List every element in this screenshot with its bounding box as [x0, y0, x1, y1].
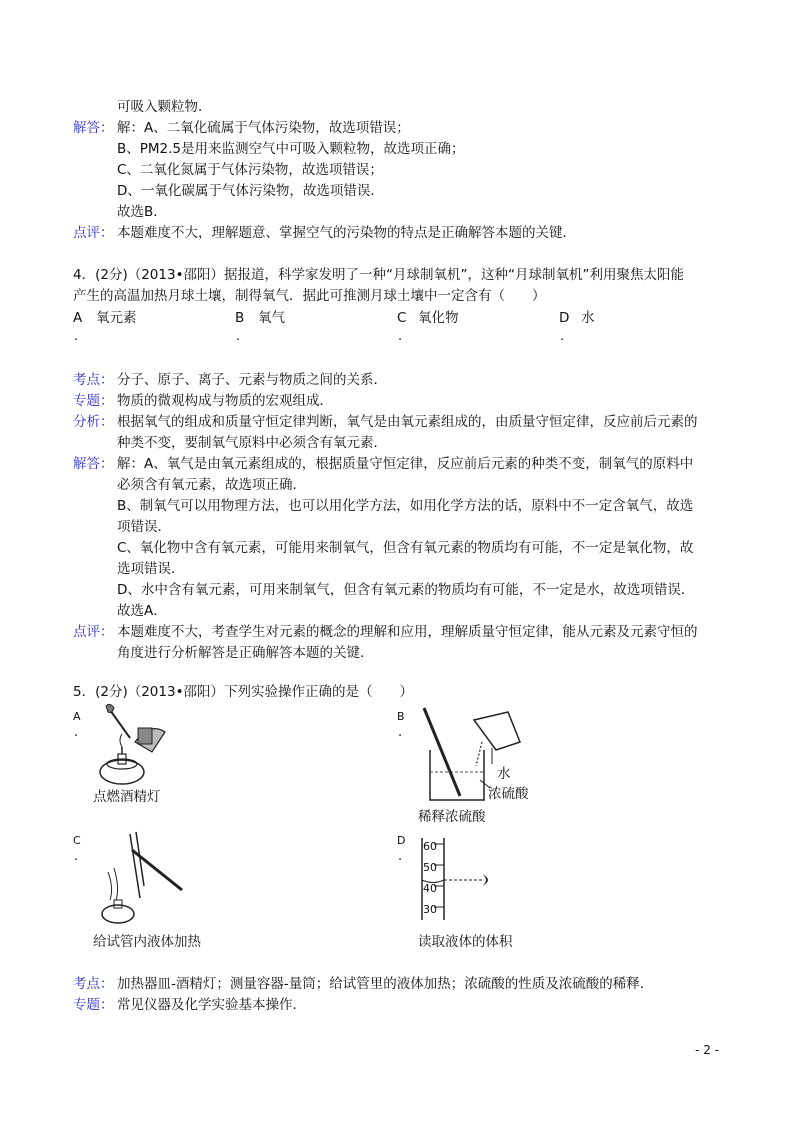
- q5-stem: 5．(2分)（2013•邵阳）下列实验操作正确的是（ ）: [73, 684, 414, 700]
- q3-answer-line: B、PM2.5是用来监测空气中可吸入颗粒物，故选项正确；: [117, 141, 465, 157]
- q5-topic-label: 专题：: [73, 997, 114, 1013]
- q3-answer-label: 解答：: [73, 120, 114, 136]
- q4-option-a-letter: A: [73, 310, 83, 326]
- label-water: 水: [497, 766, 511, 782]
- q5-option-a-letter: A: [73, 710, 81, 723]
- q4-analysis-label: 分析：: [73, 414, 114, 430]
- q4-answer-line: 故选A．: [117, 603, 167, 619]
- scale-50: 50: [423, 861, 437, 874]
- q4-option-b: 氧气: [258, 310, 285, 326]
- q4-answer-label: 解答：: [73, 456, 114, 472]
- q3-review-label: 点评：: [73, 225, 114, 241]
- q5-option-b-dot: .: [398, 725, 403, 740]
- scale-40: 40: [423, 882, 437, 895]
- q3-answer-line: D、一氧化碳属于气体污染物，故选项错误．: [117, 183, 384, 199]
- q4-answer-line: 项错误．: [117, 519, 171, 535]
- q5-option-c-caption: 给试管内液体加热: [93, 934, 201, 950]
- q4-stem: 4．(2分)（2013•邵阳）据报道，科学家发明了一种“月球制氧机”，这种“月球制氧机”利用聚焦太阳能: [73, 267, 685, 283]
- q4-answer-line: 选项错误．: [117, 561, 185, 577]
- q5-option-d-caption: 读取液体的体积: [418, 934, 513, 950]
- q5-option-b-letter: B: [397, 710, 405, 723]
- test-tube-heating-illustration: [90, 828, 200, 928]
- q3-reason-tail: 可吸入颗粒物．: [117, 99, 212, 115]
- q3-answer-line: 解：A、二氧化硫属于气体污染物，故选项错误；: [117, 120, 410, 136]
- q4-review-line: 角度进行分析解答是正确解答本题的关键．: [117, 645, 374, 661]
- q3-answer-line: C、二氧化氮属于气体污染物，故选项错误；: [117, 162, 383, 178]
- scale-30: 30: [423, 903, 437, 916]
- acid-dilution-illustration: [410, 702, 550, 802]
- q4-analysis-line: 种类不变，要制氧气原料中必须含有氧元素．: [117, 435, 387, 451]
- q5-option-b-caption: 稀释浓硫酸: [418, 809, 486, 825]
- q4-answer-line: 解：A、氧气是由氧元素组成的，根据质量守恒定律，反应前后元素的种类不变，制氧气的原料中: [117, 456, 694, 472]
- q4-option-c-dot: .: [398, 329, 403, 344]
- q4-answer-line: D、水中含有氧元素，可用来制氧气，但含有氧元素的物质均有可能，不一定是水，故选项错误．: [117, 582, 695, 598]
- q4-analysis-line: 根据氧气的组成和质量守恒定律判断，氧气是由氧元素组成的，由质量守恒定律，反应前后元素的: [117, 414, 698, 430]
- scale-60: 60: [423, 840, 437, 853]
- lamp-lighting-illustration: [90, 702, 180, 792]
- q4-option-d: 水: [581, 310, 595, 326]
- q4-option-a-dot: .: [74, 329, 79, 344]
- q5-point-text: 加热器皿-酒精灯；测量容器-量筒；给试管里的液体加热；浓硫酸的性质及浓硫酸的稀释．: [117, 976, 654, 992]
- q4-option-c-letter: C: [397, 310, 407, 326]
- q4-review-line: 本题难度不大，考查学生对元素的概念的理解和应用，理解质量守恒定律，能从元素及元素守恒的: [117, 624, 698, 640]
- q4-point-text: 分子、原子、离子、元素与物质之间的关系．: [117, 372, 387, 388]
- q4-option-d-letter: D: [559, 310, 570, 326]
- q5-option-a-dot: .: [74, 725, 79, 740]
- q4-topic-text: 物质的微观构成与物质的宏观组成．: [117, 393, 333, 409]
- q4-stem: 产生的高温加热月球土壤，制得氧气．据此可推测月球土壤中一定含有（ ）: [73, 288, 546, 304]
- q4-option-b-dot: .: [236, 329, 241, 344]
- q5-option-c-dot: .: [74, 849, 79, 864]
- q5-option-d-dot: .: [398, 849, 403, 864]
- q4-option-a: 氧元素: [96, 310, 137, 326]
- label-acid: 浓硫酸: [488, 786, 529, 802]
- q4-option-c: 氧化物: [418, 310, 459, 326]
- page-number: - 2 -: [695, 1043, 719, 1057]
- q4-answer-line: B、制氧气可以用物理方法，也可以用化学方法，如用化学方法的话，原料中不一定含氧气，故选: [117, 498, 694, 514]
- q3-review-text: 本题难度不大，理解题意、掌握空气的污染物的特点是正确解答本题的关键．: [117, 225, 576, 241]
- q3-answer-line: 故选B．: [117, 204, 167, 220]
- q4-answer-line: 必须含有氧元素，故选项正确．: [117, 477, 306, 493]
- q4-answer-line: C、氧化物中含有氧元素，可能用来制氧气，但含有氧元素的物质均有可能，不一定是氧化物，故: [117, 540, 694, 556]
- q4-review-label: 点评：: [73, 624, 114, 640]
- q5-option-c-letter: C: [73, 834, 81, 847]
- q4-topic-label: 专题：: [73, 393, 114, 409]
- q5-option-a-caption: 点燃酒精灯: [93, 789, 161, 805]
- q4-option-d-dot: .: [560, 329, 565, 344]
- q4-option-b-letter: B: [235, 310, 245, 326]
- q5-option-d-letter: D: [397, 834, 406, 847]
- q5-topic-text: 常见仪器及化学实验基本操作．: [117, 997, 306, 1013]
- q4-point-label: 考点：: [73, 372, 114, 388]
- q5-point-label: 考点：: [73, 976, 114, 992]
